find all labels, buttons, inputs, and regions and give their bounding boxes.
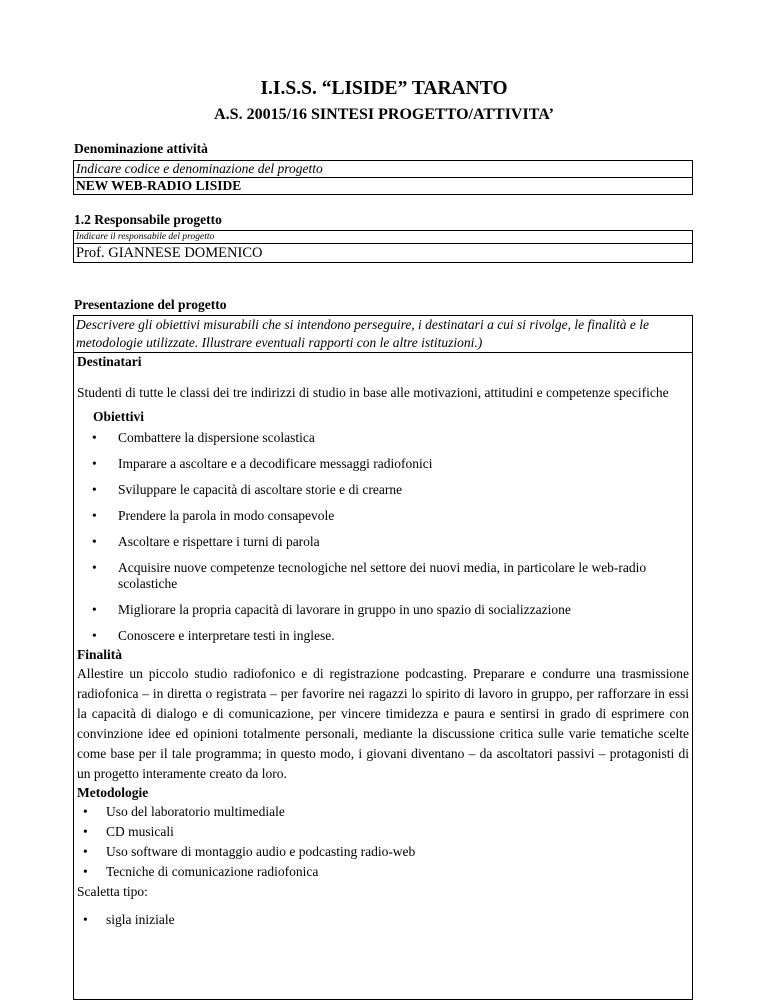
- presentazione-box: [73, 315, 693, 1000]
- list-item: • Imparare a ascoltare e a decodificare messaggi radiofonici: [92, 456, 433, 471]
- bullet-icon: •: [92, 628, 97, 643]
- bullet-icon: •: [83, 804, 88, 819]
- list-item: • Conoscere e interpretare testi in inglese.: [92, 628, 335, 643]
- obiettivi-heading: Obiettivi: [93, 409, 144, 424]
- document-subtitle: A.S. 20015/16 SINTESI PROGETTO/ATTIVITA’: [214, 106, 554, 123]
- list-item: • Uso del laboratorio multimediale: [77, 802, 689, 822]
- metodologie-list: [77, 802, 689, 882]
- list-item: • Ascoltare e rispettare i turni di parola: [92, 534, 320, 549]
- list-item: • sigla iniziale: [77, 910, 689, 930]
- bullet-icon: •: [83, 912, 88, 927]
- list-item: • CD musicali: [77, 822, 689, 842]
- responsabile-hint: Indicare il responsabile del progetto: [74, 231, 692, 244]
- bullet-icon: •: [83, 844, 88, 859]
- presentazione-description: Descrivere gli obiettivi misurabili che si intendono perseguire, i destinatari a cui si rivolge, le finalità e le metodologie utilizzate. Illustrare eventuali rapporti con le altre istituzioni.): [74, 316, 692, 353]
- bullet-icon: •: [92, 534, 97, 549]
- responsabile-value: Prof. GIANNESE DOMENICO: [76, 245, 263, 261]
- denominazione-value: NEW WEB-RADIO LISIDE: [76, 178, 242, 193]
- bullet-icon: •: [92, 456, 97, 471]
- presentazione-label: Presentazione del progetto: [74, 297, 227, 312]
- list-item: • Acquisire nuove competenze tecnologiche nel settore dei nuovi media, in particolare le web-radio scolastiche: [92, 560, 647, 591]
- destinatari-heading: Destinatari: [77, 354, 142, 369]
- bullet-icon: •: [92, 430, 97, 445]
- finalita-text: Allestire un piccolo studio radiofonico e di registrazione podcasting. Preparare e condurre una trasmissione radiofonica – in diretta o registrata – per favorire nei ragazzi lo spirito di lavoro in gruppo, per rafforzare in essi la capacità di dialogo e di comunicazione, per vincere timidezza e paura e sentirsi in grado di esprimere con convinzione idee ed opinioni totalmente personali, mediante la discussione critica sulle varie tematiche scelte come base per il tale programma; in questo modo, i giovani diventano – da ascoltatori passivi – protagonisti di un progetto interamente creato da loro.: [77, 666, 689, 781]
- bullet-icon: •: [83, 824, 88, 839]
- scaletta-heading: Scaletta tipo:: [77, 884, 148, 899]
- scaletta-list: [77, 910, 689, 930]
- metodologie-heading: Metodologie: [77, 785, 149, 800]
- finalita-heading: Finalità: [77, 647, 123, 662]
- denominazione-box: [73, 160, 693, 195]
- document-title: I.I.S.S. “LISIDE” TARANTO: [260, 78, 508, 99]
- responsabile-box: [73, 230, 693, 263]
- bullet-icon: •: [92, 560, 97, 575]
- list-item: • Tecniche di comunicazione radiofonica: [77, 862, 689, 882]
- bullet-icon: •: [92, 508, 97, 523]
- responsabile-label: 1.2 Responsabile progetto: [74, 212, 222, 227]
- bullet-icon: •: [83, 864, 88, 879]
- list-item: • Migliorare la propria capacità di lavorare in gruppo in uno spazio di socializzazione: [92, 602, 571, 617]
- bullet-icon: •: [92, 602, 97, 617]
- presentazione-content: [74, 353, 692, 930]
- list-item: • Uso software di montaggio audio e podcasting radio-web: [77, 842, 689, 862]
- obiettivi-list: [77, 430, 689, 644]
- list-item: • Combattere la dispersione scolastica: [92, 430, 315, 445]
- denominazione-hint: Indicare codice e denominazione del progetto: [74, 161, 692, 178]
- list-item: • Prendere la parola in modo consapevole: [92, 508, 335, 523]
- destinatari-text: Studenti di tutte le classi dei tre indirizzi di studio in base alle motivazioni, attitudini e competenze specifiche: [77, 385, 669, 400]
- bullet-icon: •: [92, 482, 97, 497]
- denominazione-label: Denominazione attività: [74, 141, 208, 156]
- list-item: • Sviluppare le capacità di ascoltare storie e di crearne: [92, 482, 403, 497]
